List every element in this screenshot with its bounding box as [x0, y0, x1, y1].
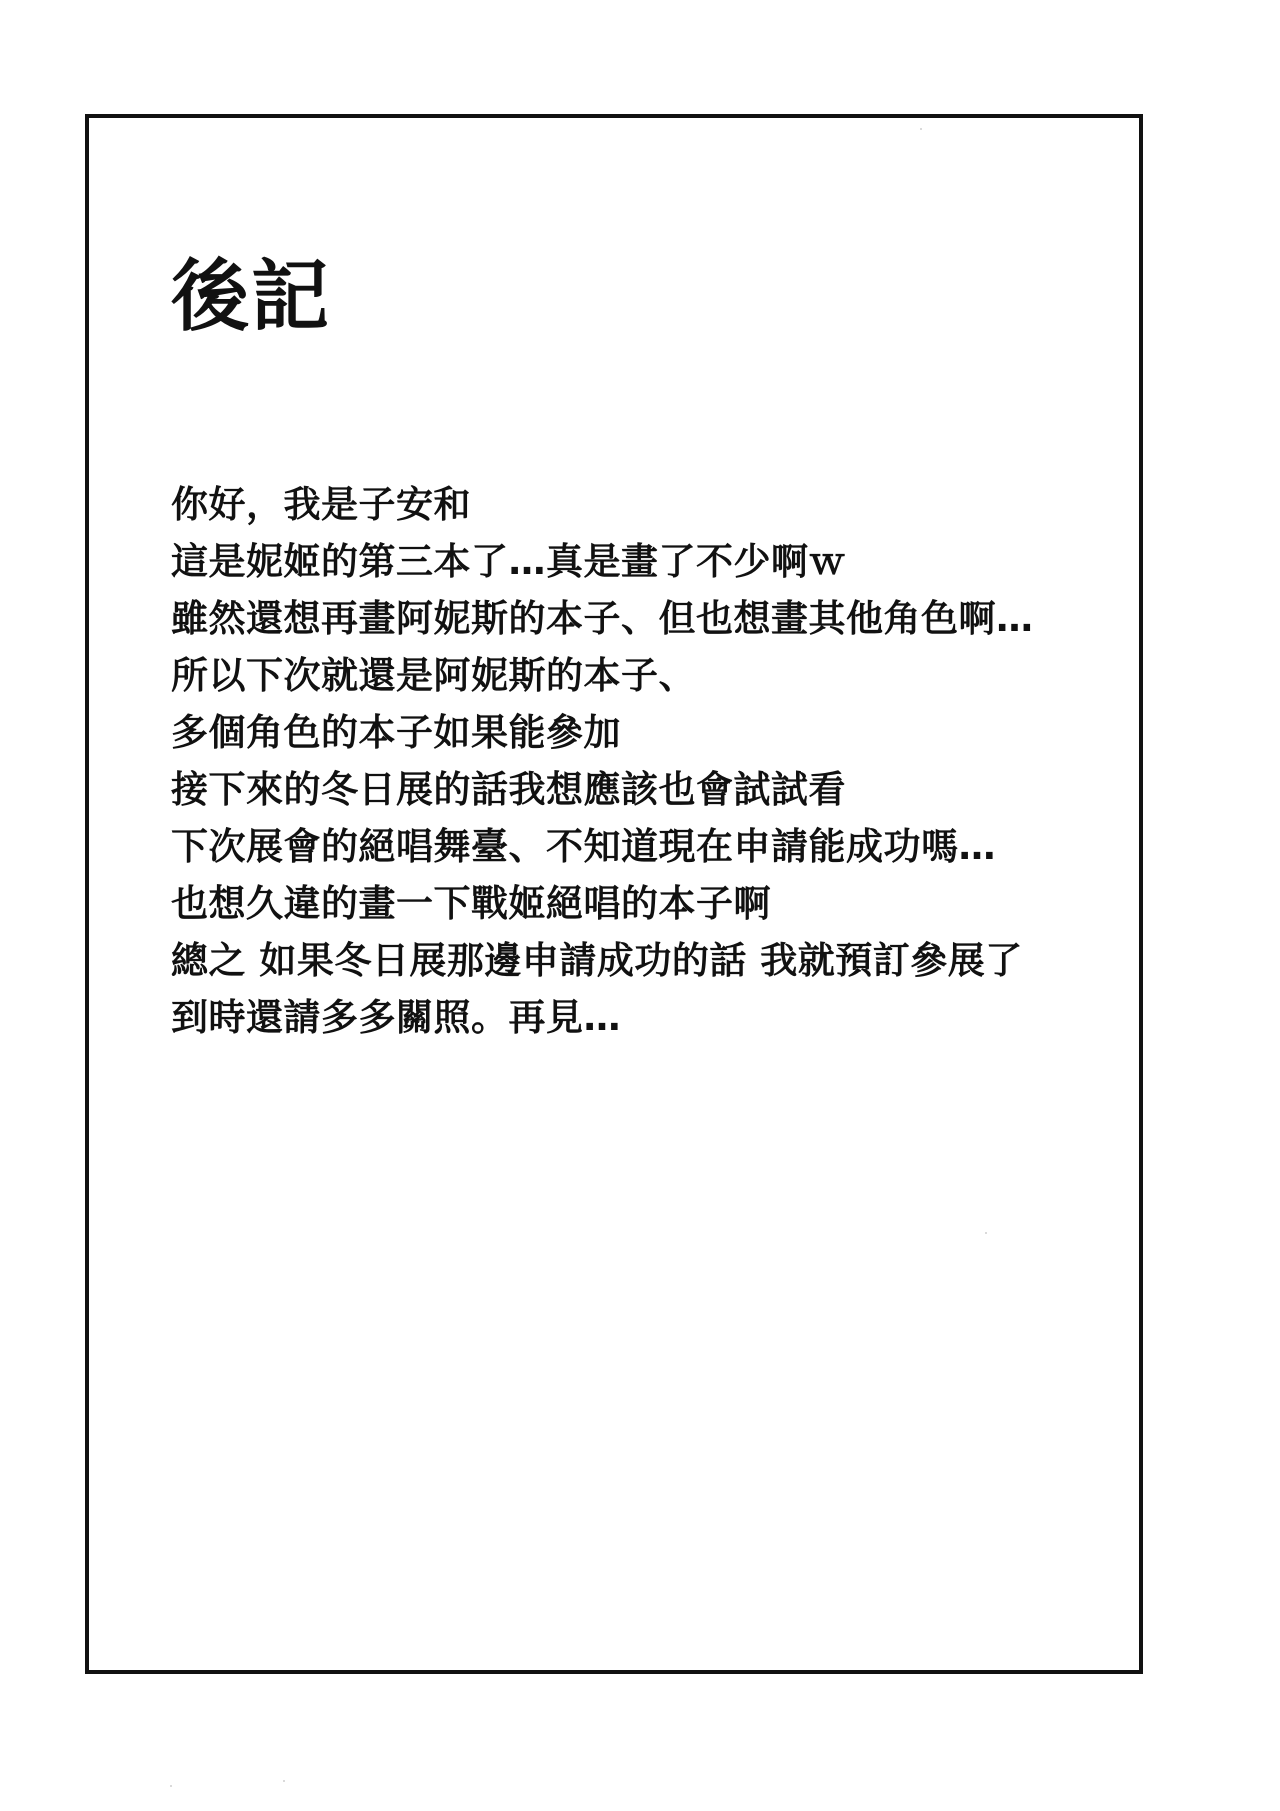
afterword-text	[171, 476, 1034, 1046]
afterword-line: 總之 如果冬日展那邊申請成功的話 我就預訂參展了	[171, 939, 1023, 982]
afterword-line: 也想久違的畫一下戰姬絕唱的本子啊	[171, 882, 771, 925]
afterword-line: 接下來的冬日展的話我想應該也會試試看	[171, 768, 846, 811]
scan-speck	[920, 128, 922, 130]
page-title: 後記	[171, 252, 332, 342]
scan-speck	[283, 1780, 285, 1782]
afterword-line: 這是妮姬的第三本了…真是畫了不少啊ｗ	[171, 540, 846, 583]
afterword-line: 到時還請多多關照。再見…	[171, 996, 621, 1039]
scan-speck	[170, 1785, 172, 1787]
afterword-line: 多個角色的本子如果能參加	[171, 711, 621, 754]
afterword-line: 雖然還想再畫阿妮斯的本子、但也想畫其他角色啊…	[171, 597, 1034, 640]
afterword-line: 你好，我是子安和	[171, 483, 471, 526]
afterword-line: 所以下次就還是阿妮斯的本子、	[171, 654, 696, 697]
scan-speck	[985, 1232, 987, 1234]
afterword-line: 下次展會的絕唱舞臺、不知道現在申請能成功嗎…	[171, 825, 996, 868]
page-border-frame	[85, 114, 1143, 1674]
